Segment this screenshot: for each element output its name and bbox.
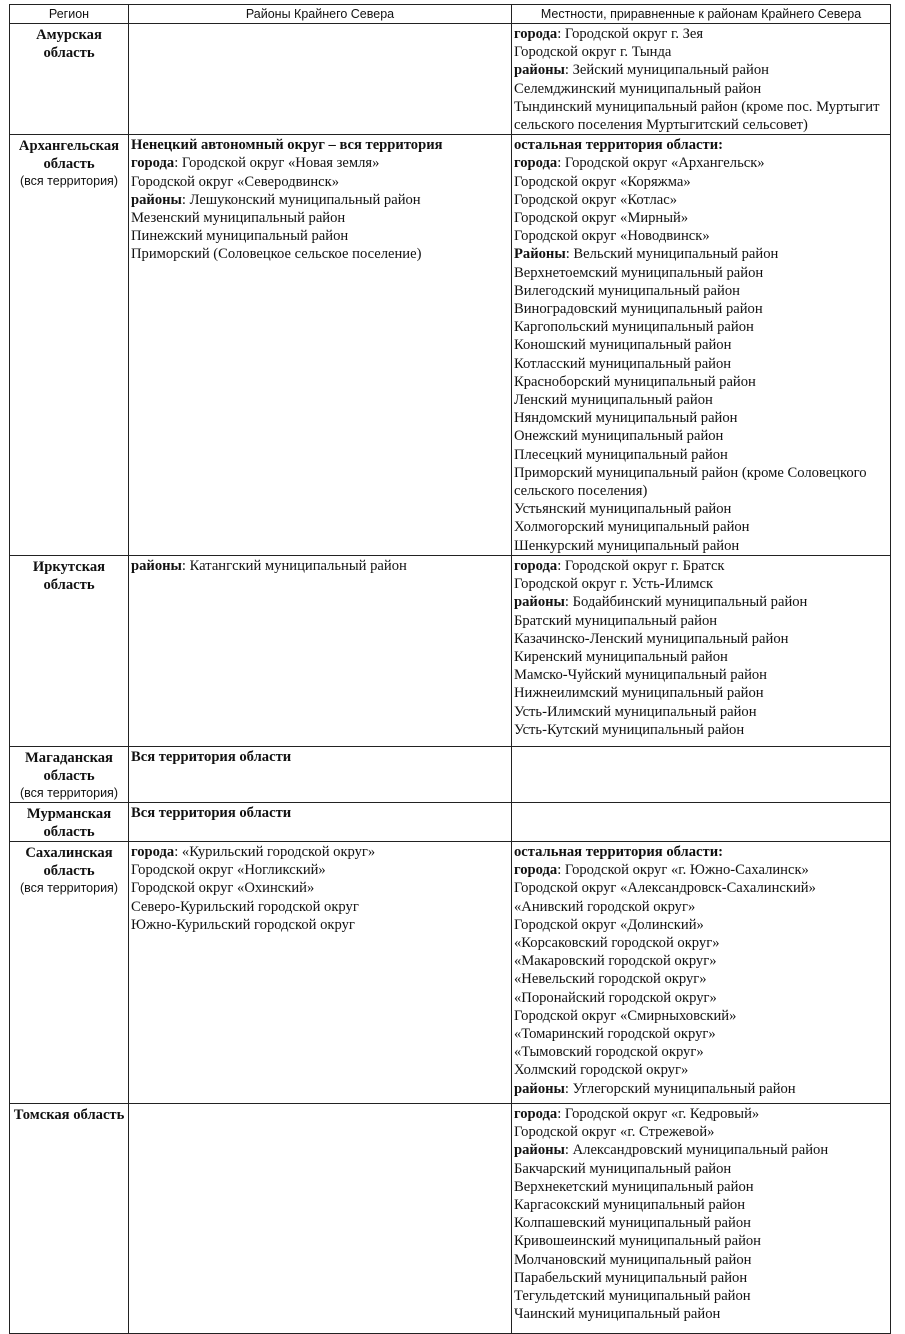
entry-line [514, 1025, 888, 1043]
far-north-cell [129, 746, 512, 802]
entry-text: остальная территория области: [514, 137, 723, 154]
entry-line [514, 282, 888, 300]
entry-text: Пинежский муниципальный район [131, 228, 349, 245]
entry-line [514, 1287, 888, 1305]
entry-text: Городской округ «Котлас» [514, 191, 678, 208]
entry-line [514, 136, 888, 154]
entry-line [514, 989, 888, 1007]
entry-text: Городской округ «Александровск-Сахалинский» [514, 880, 816, 897]
entry-text: Городской округ «Северодвинск» [131, 173, 339, 190]
entry-line [514, 630, 888, 648]
entry-line [514, 427, 888, 445]
entry-line [514, 970, 888, 988]
entry-line [514, 245, 888, 263]
entry-text: «Томаринский городской округ» [514, 1025, 716, 1042]
entry-line [514, 593, 888, 611]
entry-text: Северо-Курильский городской округ [131, 898, 359, 915]
entry-text: Кривошеинский муниципальный район [514, 1233, 761, 1250]
entry-line [514, 355, 888, 373]
entry-line [131, 804, 509, 822]
entry-text: «Поронайский городской округ» [514, 989, 717, 1006]
entry-text: Городской округ г. Усть-Илимск [514, 576, 714, 593]
entry-line [514, 537, 888, 555]
region-cell [10, 841, 129, 1103]
table-body [10, 24, 891, 1334]
document-page [9, 4, 890, 1334]
entry-text: Парабельский муниципальный район [514, 1269, 748, 1286]
equated-areas-cell [512, 802, 891, 841]
entry-line [514, 843, 888, 861]
region-cell [10, 24, 129, 135]
entry-text: «Корсаковский городской округ» [514, 934, 720, 951]
entry-line [131, 879, 509, 897]
entry-text: Городской округ «Долинский» [514, 916, 704, 933]
entry-line [514, 1123, 888, 1141]
entry-text: Усть-Кутский муниципальный район [514, 721, 745, 738]
entry-line [514, 409, 888, 427]
entry-text: Котласский муниципальный район [514, 355, 732, 372]
entry-text: : Городской округ г. Зея [557, 26, 704, 42]
entry-line [514, 264, 888, 282]
entry-line [514, 1196, 888, 1214]
entry-text: Городской округ «Новодвинск» [514, 228, 710, 245]
region-name: Амурская область [36, 27, 102, 61]
entry-text: Холмский городской округ» [514, 1062, 689, 1079]
entry-text: Каргасокский муниципальный район [514, 1196, 746, 1213]
entry-text: Молчановский муниципальный район [514, 1251, 752, 1268]
entry-line [131, 173, 509, 191]
entry-line [514, 227, 888, 245]
table-row [10, 555, 891, 746]
entry-text: : Бодайбинский муниципальный район [564, 594, 808, 611]
entry-text: Онежский муниципальный район [514, 428, 724, 445]
equated-areas-cell [512, 24, 891, 135]
entry-line [514, 173, 888, 191]
far-north-cell [129, 802, 512, 841]
entry-line [131, 227, 509, 245]
entry-line [514, 1105, 888, 1123]
far-north-cell [129, 1103, 512, 1333]
entry-keyword: города [514, 26, 558, 42]
entry-line [514, 80, 888, 98]
entry-line [131, 557, 509, 575]
entry-line [514, 1141, 888, 1159]
entry-text: Городской округ «Мирный» [514, 210, 689, 227]
entry-line [514, 1178, 888, 1196]
entry-keyword: районы [514, 62, 565, 79]
equated-areas-cell [512, 746, 891, 802]
table-row [10, 841, 891, 1103]
entry-line [514, 336, 888, 354]
entry-text: Нижнеилимский муниципальный район [514, 685, 764, 702]
entry-text: Каргопольский муниципальный район [514, 319, 754, 336]
entry-text: Красноборский муниципальный район [514, 373, 756, 390]
region-name: Архангельская область [18, 138, 120, 173]
entry-keyword: районы [514, 594, 565, 611]
far-north-cell [129, 135, 512, 556]
entry-line [131, 136, 509, 154]
entry-text: «Анивский городской округ» [514, 898, 696, 915]
entry-text: Колпашевский муниципальный район [514, 1215, 751, 1232]
entry-line [514, 1061, 888, 1079]
entry-text: Приморский (Соловецкое сельское поселение) [131, 246, 422, 263]
far-north-cell [129, 841, 512, 1103]
entry-text: Казачинско-Ленский муниципальный район [514, 630, 789, 647]
entry-line [514, 191, 888, 209]
entry-text: Городской округ «Смирныховский» [514, 1007, 737, 1024]
entry-text: Южно-Курильский городской округ [131, 916, 355, 933]
entry-line [131, 898, 509, 916]
far-north-cell [129, 555, 512, 746]
entry-keyword: районы [514, 1142, 565, 1159]
entry-text: Городской округ «Коряжма» [514, 173, 691, 190]
entry-keyword: города [131, 155, 175, 172]
north-regions-table [9, 4, 891, 1334]
entry-text: Селемджинский муниципальный район [514, 80, 762, 97]
entry-text: Шенкурский муниципальный район [514, 537, 740, 554]
entry-text: : Вельский муниципальный район [565, 246, 779, 263]
entry-text: : Городской округ «г. Южно-Сахалинск» [557, 862, 809, 879]
entry-text: Ленский муниципальный район [514, 392, 713, 409]
table-row [10, 746, 891, 802]
entry-line [514, 1251, 888, 1269]
region-cell [10, 555, 129, 746]
entry-line [514, 518, 888, 536]
entry-text: Плесецкий муниципальный район [514, 446, 728, 463]
entry-text: : «Курильский городской округ» [174, 843, 376, 860]
entry-line [131, 843, 509, 861]
entry-line [514, 898, 888, 916]
entry-line [131, 748, 509, 766]
entry-text: Киренский муниципальный район [514, 648, 728, 665]
entry-line [514, 1080, 888, 1098]
entry-text: Виноградовский муниципальный район [514, 301, 763, 318]
entry-line [514, 952, 888, 970]
entry-line [514, 464, 888, 500]
entry-text: : Лешуконский муниципальный район [181, 191, 421, 208]
entry-keyword: районы [514, 1080, 565, 1097]
entry-text: Городской округ «Ногликский» [131, 862, 326, 879]
entry-text: Холмогорский муниципальный район [514, 519, 750, 536]
entry-text: Верхнекетский муниципальный район [514, 1178, 754, 1195]
entry-text: : Городской округ г. Братск [557, 557, 725, 574]
entry-text: : Александровский муниципальный район [564, 1142, 829, 1159]
region-name: Мурманская область [26, 805, 112, 840]
entry-text: остальная территория области: [514, 843, 723, 860]
entry-line [514, 43, 888, 61]
entry-line [514, 861, 888, 879]
entry-keyword: города [131, 843, 175, 860]
entry-line [514, 209, 888, 227]
entry-text: Вилегодский муниципальный район [514, 282, 740, 299]
entry-text: Городской округ «г. Стрежевой» [514, 1124, 715, 1141]
entry-line [514, 557, 888, 575]
entry-line [514, 666, 888, 684]
region-name: Томская область [13, 1106, 125, 1123]
entry-text: Устьянский муниципальный район [514, 501, 732, 518]
entry-keyword: Районы [514, 246, 566, 263]
entry-line [514, 1269, 888, 1287]
region-cell [10, 746, 129, 802]
entry-line [514, 934, 888, 952]
table-row [10, 24, 891, 135]
entry-keyword: города [514, 1105, 558, 1122]
region-note: (вся территория) [20, 880, 118, 895]
table-header-row [10, 5, 891, 24]
entry-line [514, 1007, 888, 1025]
entry-text: Верхнетоемский муниципальный район [514, 264, 764, 281]
entry-line [514, 684, 888, 702]
entry-keyword: города [514, 862, 558, 879]
entry-line [514, 1214, 888, 1232]
entry-text: Усть-Илимский муниципальный район [514, 703, 757, 720]
entry-text: Городской округ г. Тында [514, 44, 672, 61]
region-cell [10, 135, 129, 556]
entry-text: : Городской округ «Новая земля» [174, 155, 380, 172]
entry-line [514, 1043, 888, 1061]
equated-areas-cell [512, 1103, 891, 1333]
entry-text: «Тымовский городской округ» [514, 1044, 704, 1061]
entry-line [514, 612, 888, 630]
header-region: Регион [10, 5, 129, 24]
entry-text: Городской округ «Охинский» [131, 880, 315, 897]
entry-text: Тындинский муниципальный район (кроме пос. Муртыгит сельского поселения Муртыгитский сельсовет) [514, 98, 880, 134]
table-row [10, 1103, 891, 1333]
entry-text: Мезенский муниципальный район [131, 210, 346, 227]
entry-line [514, 373, 888, 391]
header-equated-areas: Местности, приравненные к районам Крайнего Севера [512, 5, 891, 24]
entry-line [514, 703, 888, 721]
equated-areas-cell [512, 135, 891, 556]
entry-text: : Углегорский муниципальный район [564, 1080, 796, 1097]
region-note: (вся территория) [20, 174, 118, 189]
entry-line [514, 500, 888, 518]
entry-line [131, 245, 509, 263]
entry-line [514, 721, 888, 739]
entry-line [514, 575, 888, 593]
entry-text: : Городской округ «г. Кедровый» [557, 1105, 760, 1122]
entry-keyword: города [514, 155, 558, 172]
table-row [10, 802, 891, 841]
entry-line [514, 1232, 888, 1250]
entry-line [131, 154, 509, 172]
equated-areas-cell [512, 555, 891, 746]
entry-text: «Макаровский городской округ» [514, 953, 717, 970]
entry-text: Мамско-Чуйский муниципальный район [514, 667, 767, 684]
entry-line [514, 446, 888, 464]
entry-line [514, 1305, 888, 1323]
entry-text: «Невельский городской округ» [514, 971, 707, 988]
entry-line [514, 1160, 888, 1178]
entry-text: Тегульдетский муниципальный район [514, 1287, 751, 1304]
region-note: (вся территория) [20, 785, 118, 800]
entry-line [514, 25, 888, 43]
entry-text: Братский муниципальный район [514, 612, 718, 629]
table-row [10, 135, 891, 556]
entry-keyword: районы [131, 557, 182, 574]
entry-line [131, 191, 509, 209]
entry-text: Вся территория области [131, 748, 292, 765]
entry-text: Чаинский муниципальный район [514, 1306, 721, 1323]
entry-line [514, 391, 888, 409]
entry-text: Коношский муниципальный район [514, 337, 732, 354]
entry-line [514, 318, 888, 336]
entry-line [514, 98, 888, 134]
entry-line [514, 879, 888, 897]
equated-areas-cell [512, 841, 891, 1103]
entry-text: : Катангский муниципальный район [181, 557, 407, 574]
entry-text: : Зейский муниципальный район [564, 62, 769, 79]
region-name: Магаданская область [25, 749, 113, 784]
entry-line [514, 916, 888, 934]
entry-text: : Городской округ «Архангельск» [557, 155, 765, 172]
entry-text: Бакчарский муниципальный район [514, 1160, 732, 1177]
entry-text: Няндомский муниципальный район [514, 410, 738, 427]
region-cell [10, 1103, 129, 1333]
region-name: Иркутская область [32, 558, 106, 593]
entry-keyword: города [514, 557, 558, 574]
entry-line [131, 209, 509, 227]
entry-keyword: районы [131, 191, 182, 208]
entry-line [514, 648, 888, 666]
far-north-cell [129, 24, 512, 135]
entry-line [514, 154, 888, 172]
header-far-north: Районы Крайнего Севера [129, 5, 512, 24]
entry-text: Приморский муниципальный район (кроме Соловецкого сельского поселения) [514, 464, 867, 500]
region-name: Сахалинская область [25, 844, 113, 879]
entry-line [514, 300, 888, 318]
entry-line [131, 861, 509, 879]
entry-line [514, 61, 888, 79]
entry-line [131, 916, 509, 934]
region-cell [10, 802, 129, 841]
entry-text: Вся территория области [131, 804, 292, 821]
entry-text: Ненецкий автономный округ – вся территория [131, 137, 443, 154]
